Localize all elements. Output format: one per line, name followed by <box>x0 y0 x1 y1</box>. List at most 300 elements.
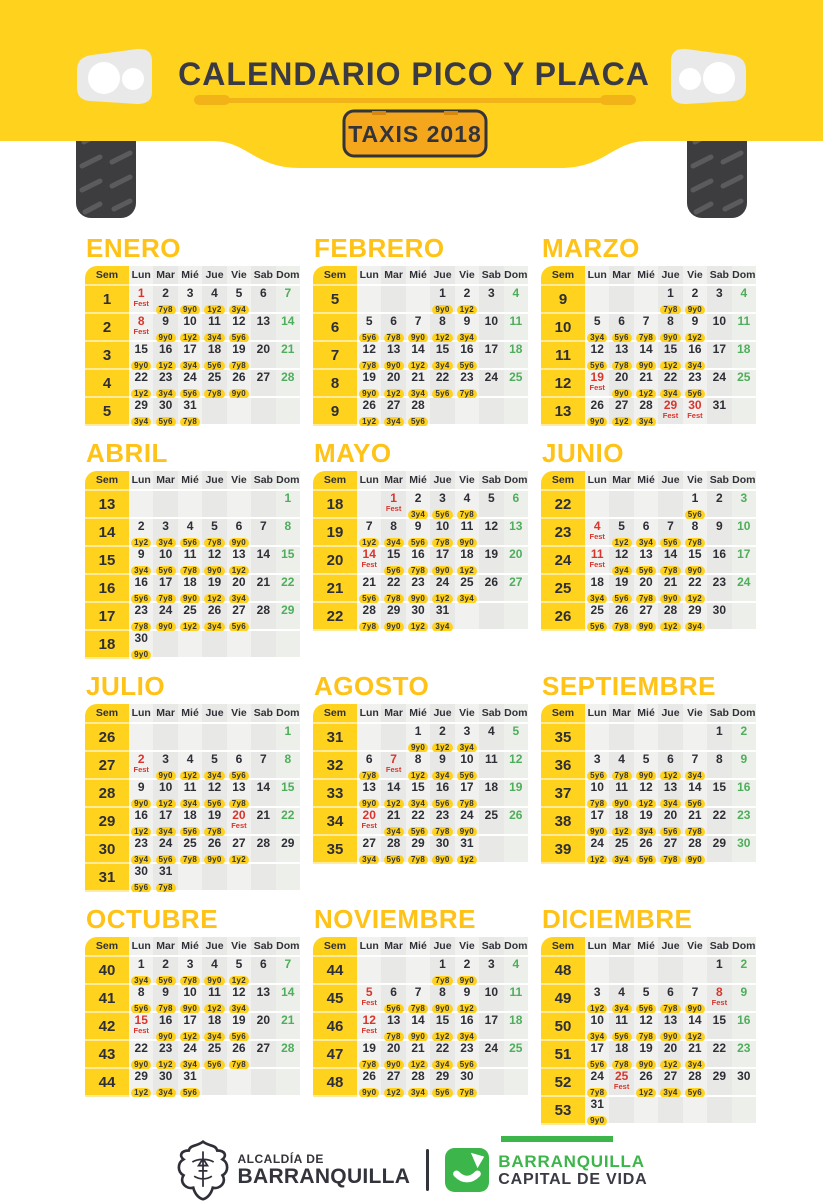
pico-placa-badge: 1y2 <box>384 1088 404 1097</box>
day-cell <box>129 780 153 808</box>
week-number: 24 <box>541 547 585 575</box>
day-number: 3 <box>593 985 601 999</box>
week-number: 40 <box>85 957 129 985</box>
empty-cell <box>609 286 633 314</box>
day-cell <box>129 808 153 836</box>
empty-cell <box>178 491 202 519</box>
day-number: 2 <box>463 286 471 300</box>
month-enero <box>85 234 300 426</box>
empty-cell <box>153 491 177 519</box>
pico-placa-badge: 9y0 <box>131 361 151 371</box>
fest-label: Fest <box>231 821 247 830</box>
day-number: 15 <box>712 780 727 794</box>
pico-placa-badge: 1y2 <box>432 594 452 604</box>
day-cell <box>227 752 251 780</box>
day-number: 25 <box>484 808 499 822</box>
day-cell <box>381 780 405 808</box>
pico-placa-badge: 1y2 <box>612 827 632 837</box>
pico-placa-badge: 7y8 <box>408 566 428 576</box>
day-number: 24 <box>158 603 173 617</box>
day-number: 26 <box>509 808 523 822</box>
day-number: 23 <box>712 575 727 589</box>
day-cell <box>732 314 756 342</box>
pico-placa-badge: 7y8 <box>587 1088 607 1098</box>
day-cell <box>129 631 153 659</box>
day-cell <box>381 370 405 398</box>
day-cell <box>406 603 430 631</box>
pico-placa-badge: 3y4 <box>156 827 176 837</box>
day-cell <box>357 836 381 864</box>
weekday-header: Vie <box>227 704 251 724</box>
day-cell <box>153 398 177 426</box>
day-cell <box>276 286 300 314</box>
day-number: 3 <box>740 491 748 505</box>
headlight-left-icon <box>77 49 152 104</box>
day-number: 21 <box>256 808 271 822</box>
day-number: 26 <box>362 398 376 412</box>
day-cell <box>479 1041 503 1069</box>
day-cell <box>202 342 226 370</box>
pico-placa-badge: 5y6 <box>180 827 200 837</box>
day-number: 25 <box>509 1041 523 1055</box>
day-cell <box>732 370 756 398</box>
day-number: 1 <box>390 491 397 505</box>
day-number: 22 <box>281 575 295 589</box>
day-number: 7 <box>691 985 699 999</box>
pico-placa-badge: 9y0 <box>408 743 428 753</box>
weekday-header: Mar <box>153 704 177 724</box>
fest-label: Fest <box>589 560 605 569</box>
day-cell <box>634 1013 658 1041</box>
day-number: 17 <box>435 547 450 561</box>
day-cell <box>707 547 731 575</box>
day-number: 3 <box>162 519 169 533</box>
day-number: 28 <box>386 836 401 850</box>
day-number: 27 <box>509 575 523 589</box>
week-column-header: Sem <box>85 471 129 491</box>
day-cell <box>381 603 405 631</box>
day-cell <box>504 286 528 314</box>
weekday-header: Lun <box>357 471 381 491</box>
month-table <box>541 704 756 864</box>
day-number: 31 <box>590 1097 604 1111</box>
day-cell <box>683 1013 707 1041</box>
weekday-header: Dom <box>276 266 300 286</box>
day-cell <box>178 1069 202 1097</box>
day-cell <box>251 1013 275 1041</box>
weekday-header: Jue <box>202 937 226 957</box>
day-number: 10 <box>484 314 499 328</box>
day-cell <box>430 342 454 370</box>
day-cell <box>658 575 682 603</box>
day-number: 13 <box>639 547 653 561</box>
weekday-header: Jue <box>658 471 682 491</box>
pico-placa-badge: 3y4 <box>180 361 200 371</box>
day-number: 18 <box>737 342 751 356</box>
month-title: MARZO <box>542 233 640 263</box>
day-cell <box>276 370 300 398</box>
alcaldia-crest-icon <box>176 1139 230 1201</box>
weekday-header: Mié <box>634 471 658 491</box>
day-cell <box>251 752 275 780</box>
pico-placa-badge: 1y2 <box>636 389 656 399</box>
day-cell <box>683 314 707 342</box>
day-number: 23 <box>460 1041 474 1055</box>
day-number: 18 <box>509 342 523 356</box>
pico-placa-badge: 7y8 <box>636 1032 656 1042</box>
week-number: 11 <box>541 342 585 370</box>
day-number: 10 <box>183 314 197 328</box>
empty-cell <box>658 491 682 519</box>
day-cell <box>732 575 756 603</box>
day-number: 7 <box>284 286 292 300</box>
pico-placa-badge: 9y0 <box>359 389 379 399</box>
day-number: 23 <box>460 370 474 384</box>
day-number: 25 <box>590 603 604 617</box>
day-cell <box>129 603 153 631</box>
pico-placa-badge: 3y4 <box>229 1004 249 1014</box>
day-cell <box>504 724 528 752</box>
month-title: JUNIO <box>542 438 624 468</box>
day-cell <box>276 808 300 836</box>
week-number: 9 <box>313 398 357 426</box>
day-cell <box>658 547 682 575</box>
day-number: 19 <box>232 1013 246 1027</box>
pico-placa-badge: 9y0 <box>384 1060 404 1070</box>
week-number: 48 <box>313 1069 357 1097</box>
day-number: 30 <box>158 398 173 412</box>
pico-placa-badge: 7y8 <box>204 827 224 837</box>
pico-placa-badge: 3y4 <box>432 771 452 781</box>
day-cell <box>609 547 633 575</box>
weekday-header: Lun <box>585 937 609 957</box>
day-number: 27 <box>256 1041 271 1055</box>
week-number: 28 <box>85 780 129 808</box>
day-number: 5 <box>235 286 243 300</box>
pico-placa-badge: 5y6 <box>457 361 477 371</box>
pico-placa-badge: 7y8 <box>156 883 176 892</box>
day-number: 29 <box>688 603 702 617</box>
day-number: 7 <box>667 519 674 533</box>
day-cell <box>357 1069 381 1097</box>
day-cell <box>227 1013 251 1041</box>
pico-placa-badge: 5y6 <box>685 389 705 399</box>
empty-cell <box>732 398 756 426</box>
day-cell <box>732 1013 756 1041</box>
pico-placa-badge: 7y8 <box>204 538 224 548</box>
empty-cell <box>634 286 658 314</box>
day-cell <box>381 1069 405 1097</box>
day-number: 9 <box>439 752 446 766</box>
pico-placa-badge: 5y6 <box>432 389 452 399</box>
day-cell <box>406 342 430 370</box>
day-cell <box>153 957 177 985</box>
day-cell <box>707 724 731 752</box>
pico-placa-badge: 3y4 <box>408 510 428 520</box>
weekday-header: Dom <box>732 937 756 957</box>
pico-placa-badge: 3y4 <box>612 566 632 576</box>
week-number: 35 <box>313 836 357 864</box>
day-cell <box>430 370 454 398</box>
pico-placa-badge: 9y0 <box>408 1032 428 1042</box>
day-cell <box>227 342 251 370</box>
day-cell <box>609 752 633 780</box>
day-number: 8 <box>667 314 674 328</box>
pico-placa-badge: 7y8 <box>131 622 151 632</box>
day-number: 11 <box>509 314 523 328</box>
day-number: 3 <box>716 286 723 300</box>
pico-placa-badge: 1y2 <box>612 417 632 426</box>
week-number: 9 <box>541 286 585 314</box>
pico-placa-badge: 5y6 <box>229 622 249 632</box>
day-cell <box>683 836 707 864</box>
day-cell <box>276 314 300 342</box>
day-number: 31 <box>158 864 173 878</box>
day-cell <box>609 314 633 342</box>
pico-placa-badge: 3y4 <box>229 305 249 315</box>
day-number: 31 <box>183 1069 197 1083</box>
pico-placa-badge: 7y8 <box>229 799 249 809</box>
day-number: 28 <box>256 603 271 617</box>
weekday-header: Sab <box>251 704 275 724</box>
day-cell <box>178 780 202 808</box>
pico-placa-badge: 5y6 <box>612 333 632 343</box>
day-cell <box>455 836 479 864</box>
day-number: 21 <box>411 1041 425 1055</box>
day-cell <box>153 603 177 631</box>
day-number: 14 <box>281 314 295 328</box>
day-number: 7 <box>414 314 422 328</box>
day-number: 5 <box>211 752 218 766</box>
week-column-header: Sem <box>313 704 357 724</box>
weekday-header: Mar <box>381 937 405 957</box>
day-cell <box>585 370 609 398</box>
pico-placa-badge: 3y4 <box>685 771 705 781</box>
day-number: 20 <box>663 808 678 822</box>
pico-placa-badge: 9y0 <box>457 976 477 986</box>
day-cell <box>479 957 503 985</box>
weekday-header: Vie <box>455 471 479 491</box>
day-cell <box>153 547 177 575</box>
weekday-header: Lun <box>129 266 153 286</box>
weekday-header: Mar <box>153 471 177 491</box>
pico-placa-badge: 7y8 <box>384 594 404 604</box>
day-number: 9 <box>137 780 145 794</box>
day-number: 4 <box>186 752 194 766</box>
day-number: 20 <box>232 808 246 822</box>
day-number: 11 <box>737 314 751 328</box>
fest-label: Fest <box>361 1026 377 1035</box>
empty-cell <box>202 631 226 659</box>
day-number: 5 <box>512 724 520 738</box>
empty-cell <box>251 491 275 519</box>
day-number: 28 <box>411 1069 425 1083</box>
weekday-header: Vie <box>683 266 707 286</box>
day-number: 2 <box>137 752 145 766</box>
empty-cell <box>504 1069 528 1097</box>
day-number: 15 <box>712 1013 727 1027</box>
week-number: 3 <box>85 342 129 370</box>
pico-placa-badge: 3y4 <box>636 827 656 837</box>
weekday-header: Vie <box>683 937 707 957</box>
pico-placa-badge: 9y0 <box>359 1088 379 1097</box>
weekday-header: Mar <box>609 471 633 491</box>
pico-placa-badge: 3y4 <box>131 417 151 426</box>
pico-placa-badge: 3y4 <box>204 771 224 781</box>
day-cell <box>504 1041 528 1069</box>
day-cell <box>455 342 479 370</box>
day-number: 22 <box>435 1041 450 1055</box>
pico-placa-badge: 7y8 <box>384 1032 404 1042</box>
day-number: 27 <box>614 398 629 412</box>
pico-placa-badge: 9y0 <box>685 855 705 864</box>
taxi-header <box>0 0 823 228</box>
pico-placa-badge: 1y2 <box>180 771 200 781</box>
day-number: 26 <box>639 836 653 850</box>
day-number: 21 <box>663 575 678 589</box>
pico-placa-badge: 1y2 <box>156 361 176 371</box>
day-number: 23 <box>435 808 450 822</box>
weekday-header: Mié <box>634 704 658 724</box>
pico-placa-badge: 9y0 <box>180 594 200 604</box>
pico-placa-badge: 9y0 <box>180 1004 200 1014</box>
day-number: 31 <box>712 398 727 412</box>
fest-label: Fest <box>589 383 605 392</box>
day-cell <box>479 985 503 1013</box>
pico-placa-badge: 5y6 <box>359 333 379 343</box>
capital-de-vida-icon <box>445 1148 489 1192</box>
day-number: 2 <box>740 957 748 971</box>
pico-placa-badge: 3y4 <box>204 333 224 343</box>
weekday-header: Jue <box>658 266 682 286</box>
empty-cell <box>227 398 251 426</box>
day-number: 8 <box>439 314 446 328</box>
day-number: 16 <box>435 780 450 794</box>
day-number: 2 <box>162 286 169 300</box>
day-cell <box>381 519 405 547</box>
empty-cell <box>585 724 609 752</box>
pico-placa-badge: 5y6 <box>636 1004 656 1014</box>
weekday-header: Sab <box>707 937 731 957</box>
pico-placa-badge: 7y8 <box>229 361 249 371</box>
day-number: 1 <box>284 491 292 505</box>
day-number: 20 <box>639 575 653 589</box>
day-number: 3 <box>488 286 495 300</box>
day-number: 2 <box>137 519 145 533</box>
empty-cell <box>178 631 202 659</box>
day-number: 23 <box>158 370 173 384</box>
pico-placa-badge: 9y0 <box>636 622 656 631</box>
day-number: 18 <box>614 808 629 822</box>
fest-label: Fest <box>361 998 377 1007</box>
week-number: 16 <box>85 575 129 603</box>
week-column-header: Sem <box>313 937 357 957</box>
pico-placa-badge: 9y0 <box>204 855 224 865</box>
day-number: 12 <box>590 342 604 356</box>
day-cell <box>227 547 251 575</box>
day-cell <box>430 603 454 631</box>
pico-placa-badge: 7y8 <box>457 1088 477 1097</box>
pico-placa-badge: 9y0 <box>131 1060 151 1070</box>
pico-placa-badge: 7y8 <box>457 799 477 809</box>
pico-placa-badge: 7y8 <box>180 976 200 986</box>
day-number: 27 <box>386 398 401 412</box>
week-column-header: Sem <box>313 471 357 491</box>
day-number: 10 <box>435 519 450 533</box>
day-cell <box>227 985 251 1013</box>
day-number: 17 <box>737 547 751 561</box>
day-number: 4 <box>618 752 625 766</box>
weekday-header: Mié <box>634 937 658 957</box>
pico-placa-badge: 9y0 <box>660 1032 680 1042</box>
pico-placa-badge: 9y0 <box>180 305 200 315</box>
day-number: 9 <box>162 314 169 328</box>
pico-placa-badge: 1y2 <box>156 1060 176 1070</box>
day-cell <box>406 547 430 575</box>
day-cell <box>585 1013 609 1041</box>
headlight-right-icon <box>671 49 746 104</box>
pico-placa-badge: 5y6 <box>156 417 176 426</box>
day-number: 13 <box>663 1013 678 1027</box>
pico-placa-badge: 7y8 <box>384 333 404 343</box>
day-number: 5 <box>235 957 243 971</box>
pico-placa-badge: 7y8 <box>408 1004 428 1014</box>
day-cell <box>251 286 275 314</box>
day-number: 5 <box>365 985 373 999</box>
weekday-header: Vie <box>227 266 251 286</box>
pico-placa-badge: 9y0 <box>204 976 224 986</box>
day-cell <box>129 547 153 575</box>
day-number: 6 <box>667 985 674 999</box>
day-cell <box>430 519 454 547</box>
empty-cell <box>609 491 633 519</box>
day-cell <box>585 314 609 342</box>
day-number: 6 <box>512 491 520 505</box>
day-number: 7 <box>414 985 422 999</box>
day-cell <box>455 370 479 398</box>
license-plate <box>344 111 486 156</box>
day-cell <box>732 957 756 985</box>
empty-cell <box>276 631 300 659</box>
day-cell <box>357 985 381 1013</box>
capital-de-vida-logo <box>445 1148 647 1192</box>
day-cell <box>178 370 202 398</box>
pico-placa-badge: 9y0 <box>156 1032 176 1042</box>
day-number: 16 <box>411 547 425 561</box>
month-title: AGOSTO <box>314 671 430 701</box>
empty-cell <box>683 724 707 752</box>
month-title: DICIEMBRE <box>542 904 693 934</box>
footer <box>0 1139 823 1201</box>
day-number: 21 <box>639 370 653 384</box>
day-cell <box>455 1013 479 1041</box>
week-number: 29 <box>85 808 129 836</box>
empty-cell <box>585 286 609 314</box>
day-number: 13 <box>362 780 376 794</box>
day-number: 23 <box>688 370 702 384</box>
day-cell <box>634 547 658 575</box>
empty-cell <box>381 957 405 985</box>
day-cell <box>504 547 528 575</box>
day-number: 1 <box>284 724 292 738</box>
weekday-header: Sab <box>479 266 503 286</box>
pico-placa-badge: 1y2 <box>131 389 151 399</box>
weekday-header: Mié <box>406 266 430 286</box>
week-number: 26 <box>541 603 585 631</box>
day-number: 13 <box>663 780 678 794</box>
day-number: 24 <box>590 836 604 850</box>
day-cell <box>504 808 528 836</box>
